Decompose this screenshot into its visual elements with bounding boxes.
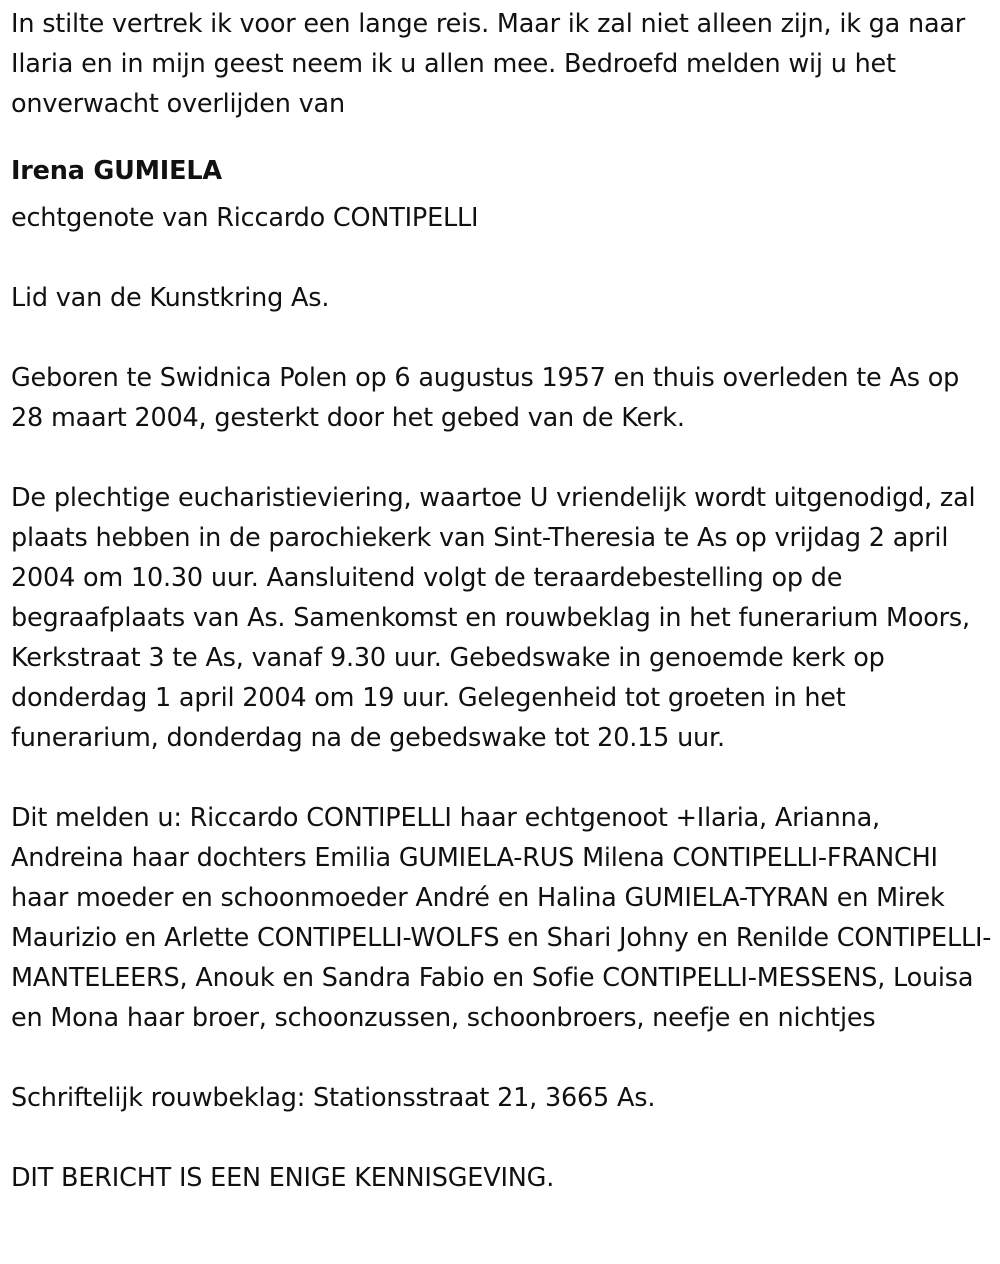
spacer: [11, 758, 993, 798]
spacer: [11, 238, 993, 278]
deceased-name: Irena GUMIELA: [11, 156, 222, 186]
membership-line: Lid van de Kunstkring As.: [11, 283, 330, 313]
birth-death-paragraph: Geboren te Swidnica Polen op 6 augustus 1957 en thuis overleden te As op 28 maart 2004, gesterkt door het gebed van de Kerk.: [11, 363, 960, 433]
family-paragraph: Dit melden u: Riccardo CONTIPELLI haar echtgenoot +Ilaria, Arianna, Andreina haar dochters Emilia GUMIELA-RUS Milena CONTIPELLI-FRANCHI haar moeder en schoonmoeder André en Halina GUMIELA-TYRAN en Mirek Maurizio en Arlette CONTIPELLI-WOLFS en Shari Johny en Renilde CONTIPELLI-MANTELEERS, Anouk en Sandra Fabio en Sofie CONTIPELLI-MESSENS, Louisa en Mona haar broer, schoonzussen, schoonbroers, neefje en nichtjes: [11, 803, 992, 1033]
spacer: [11, 438, 993, 478]
spacer: [11, 1038, 993, 1078]
spacer: [11, 1118, 993, 1158]
closing-line: DIT BERICHT IS EEN ENIGE KENNISGEVING.: [11, 1163, 555, 1193]
obituary-notice: [11, 4, 993, 1198]
ceremony-paragraph: De plechtige eucharistieviering, waartoe U vriendelijk wordt uitgenodigd, zal plaats hebben in de parochiekerk van Sint-Theresia te As op vrijdag 2 april 2004 om 10.30 uur. Aansluitend volgt de teraardebestelling op de begraafplaats van As. Samenkomst en rouwbeklag in het funerarium Moors, Kerkstraat 3 te As, vanaf 9.30 uur. Gebedswake in genoemde kerk op donderdag 1 april 2004 om 19 uur. Gelegenheid tot groeten in het funerarium, donderdag na de gebedswake tot 20.15 uur.: [11, 483, 976, 753]
condolence-address: Schriftelijk rouwbeklag: Stationsstraat 21, 3665 As.: [11, 1083, 656, 1113]
spacer: [11, 318, 993, 358]
spouse-line: echtgenote van Riccardo CONTIPELLI: [11, 203, 479, 233]
intro-paragraph: In stilte vertrek ik voor een lange reis. Maar ik zal niet alleen zijn, ik ga naar Ilaria en in mijn geest neem ik u allen mee. Bedroefd melden wij u het onverwacht overlijden van: [11, 9, 966, 119]
